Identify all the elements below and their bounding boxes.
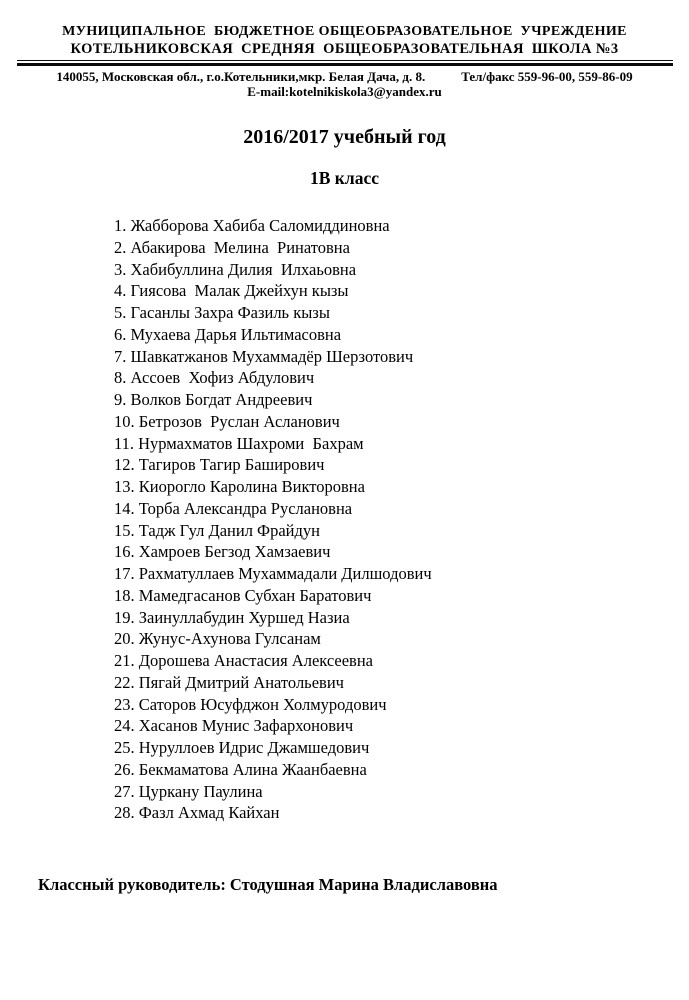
class-teacher-line: Классный руководитель: Стодушная Марина Владиславовна — [38, 875, 498, 894]
student-list-item: 3. Хабибуллина Дилия Илхаьовна — [114, 259, 357, 279]
student-list-item: 14. Торба Александра Руслановна — [114, 498, 353, 518]
class-name-title: 1В класс — [310, 168, 379, 188]
letterhead-double-rule — [17, 60, 673, 66]
student-list-item: 22. Пягай Дмитрий Анатольевич — [114, 672, 344, 692]
student-list-item: 10. Бетрозов Руслан Асланович — [114, 411, 340, 431]
student-list-item: 1. Жабборова Хабиба Саломиддиновна — [114, 216, 390, 235]
student-list-item: 20. Жунус-Ахунова Гулсанам — [114, 629, 321, 649]
address-line — [0, 69, 689, 85]
student-list-item: 21. Дорошева Анастасия Алексеевна — [114, 651, 373, 670]
student-list-item: 24. Хасанов Мунис Зафархонович — [114, 716, 354, 736]
student-list-item: 4. Гиясова Малак Джейхун кызы — [114, 281, 349, 301]
student-list-item: 15. Тадж Гул Данил Фрайдун — [114, 520, 320, 540]
student-list-item: 11. Нурмахматов Шахроми Бахрам — [114, 433, 364, 453]
email-text: E-mail:kotelnikiskola3@yandex.ru — [247, 84, 442, 99]
student-list-item: 18. Мамедгасанов Субхан Баратович — [114, 585, 372, 605]
student-list-item: 8. Ассоев Хофиз Абдулович — [114, 368, 315, 388]
school-year-title: 2016/2017 учебный год — [243, 126, 446, 148]
student-list-item: 28. Фазл Ахмад Кайхан — [114, 803, 280, 823]
org-name-line-1: МУНИЦИПАЛЬНОЕ БЮДЖЕТНОЕ ОБЩЕОБРАЗОВАТЕЛЬНОЕ УЧРЕЖДЕНИЕ — [62, 24, 627, 39]
student-list-item: 16. Хамроев Бегзод Хамзаевич — [114, 542, 331, 562]
student-list-item: 23. Саторов Юсуфджон Холмуродович — [114, 694, 387, 714]
phone-fax-text: Тел/факс 559-96-00, 559-86-09 — [461, 69, 633, 84]
student-list-item: 7. Шавкатжанов Мухаммадёр Шерзотович — [114, 346, 414, 366]
student-list-item: 19. Заинуллабудин Хуршед Назиа — [114, 607, 350, 627]
student-list-item: 27. Цуркану Паулина — [114, 781, 263, 801]
student-list-item: 25. Нуруллоев Идрис Джамшедович — [114, 738, 370, 757]
student-list — [114, 215, 669, 824]
student-list-item: 5. Гасанлы Захра Фазиль кызы — [114, 303, 330, 322]
address-text: 140055, Московская обл., г.о.Котельники,мкр. Белая Дача, д. 8. — [56, 69, 426, 84]
student-list-item: 9. Волков Богдат Андреевич — [114, 390, 313, 409]
student-list-item: 13. Киорогло Каролина Викторовна — [114, 477, 365, 496]
student-list-item: 2. Абакирова Мелина Ринатовна — [114, 237, 350, 257]
org-name-line-2: КОТЕЛЬНИКОВСКАЯ СРЕДНЯЯ ОБЩЕОБРАЗОВАТЕЛЬНАЯ ШКОЛА №3 — [70, 41, 619, 57]
student-list-item: 26. Бекмаматова Алина Жаанбаевна — [114, 759, 367, 779]
student-list-item: 17. Рахматуллаев Мухаммадали Дилшодович — [114, 564, 432, 583]
student-list-item: 6. Мухаева Дарья Ильтимасовна — [114, 324, 342, 344]
student-list-item: 12. Тагиров Тагир Баширович — [114, 455, 325, 475]
